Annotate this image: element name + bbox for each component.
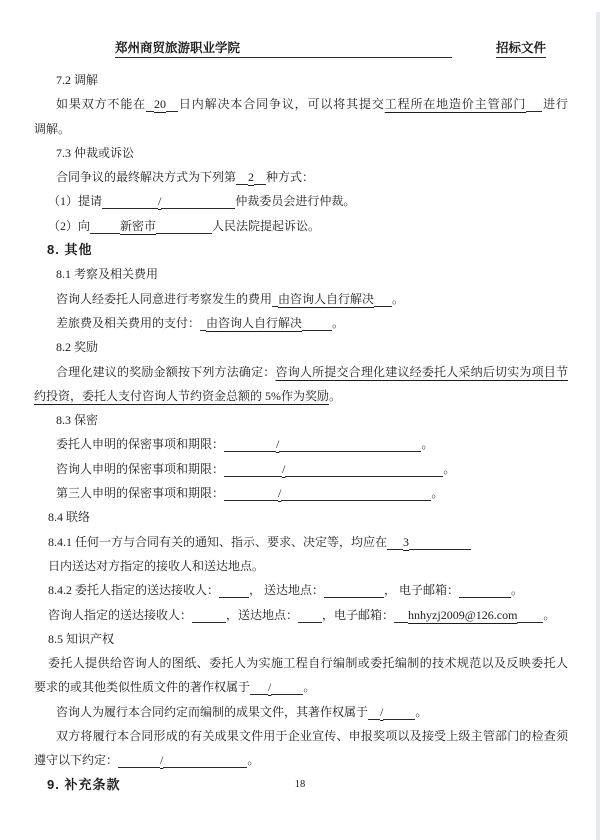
filled-value: 由咨询人自行解决 (278, 291, 375, 306)
doc-line (56, 287, 568, 311)
text-run: 7.2 调解 (56, 73, 99, 87)
doc-line (34, 748, 568, 772)
text-run: 调解。 (34, 121, 71, 136)
text-run: 合同争议的最终解决方式为下列第 (56, 170, 237, 185)
doc-line (48, 651, 568, 675)
filled-value: 2 (248, 170, 255, 185)
document-body (34, 68, 568, 797)
blank-underline (102, 196, 158, 209)
text-run: 。 (303, 680, 316, 695)
filled-value: / (380, 704, 384, 719)
text-run: 。 (421, 437, 434, 452)
text-run: 。 (332, 315, 345, 330)
text-run: 遵守以下约定： (34, 753, 119, 768)
text-run: 咨询人指定的送达接收人： (48, 607, 193, 622)
doc-line (56, 724, 568, 748)
text-run: 双方将履行本合同形成的有关成果文件用于企业宣传、申报奖项以及接受上级主管部门的检查须 (56, 729, 568, 744)
page-header (115, 40, 546, 58)
text-run: 。 (415, 704, 428, 719)
doc-line (56, 432, 568, 456)
text-run: 8.2 奖励 (56, 340, 99, 355)
doc-line (56, 408, 568, 432)
text-run: ， 电子邮箱： (384, 583, 460, 598)
filled-value: / (268, 680, 272, 695)
text-run: 8.3 保密 (56, 413, 99, 428)
text-run: 。 (443, 461, 456, 476)
text-run: 。 (431, 486, 444, 501)
page-number: 18 (294, 779, 306, 790)
text-run: 合理化建议的奖励金额按下列方法确定： (56, 364, 276, 379)
blank-underline (219, 585, 249, 598)
doc-line (56, 481, 568, 505)
blank-underline (166, 99, 178, 112)
text-run: 8.4 联络 (48, 510, 91, 525)
page-edge-shadow (596, 12, 600, 840)
blank-underline (192, 610, 226, 623)
blank-underline (224, 439, 276, 452)
blank-underline (409, 537, 471, 550)
doc-line (34, 384, 568, 408)
filled-value: 由咨询人自行解决 (206, 315, 303, 330)
text-run: 日内送达对方指定的接收人和送达地点。 (48, 558, 265, 573)
doc-line (48, 189, 568, 213)
text-run: ， 送达地点： (249, 583, 325, 598)
filled-value: 20 (154, 97, 167, 112)
filled-value: / (158, 194, 162, 209)
blank-underline (285, 464, 443, 477)
filled-value: 3 (403, 534, 410, 549)
blank-underline (526, 99, 542, 112)
text-run: 咨询人为履行本合同约定而编制的成果文件，其著作权属于 (56, 704, 369, 719)
filled-value: / (278, 486, 282, 501)
blank-underline (383, 707, 415, 720)
filled-value: / (276, 437, 280, 452)
blank-underline (156, 221, 212, 234)
doc-line (56, 262, 568, 286)
blank-underline (281, 488, 431, 501)
doc-line (48, 627, 568, 651)
blank-underline (161, 196, 235, 209)
blank-underline (298, 610, 322, 623)
doc-line (48, 603, 568, 627)
doc-line (56, 165, 568, 189)
header-left-rule (115, 38, 452, 58)
doc-line (56, 141, 568, 165)
text-run: 委托人提供给咨询人的图纸、委托人为实施工程自行编制或委托编制的技术规范以及反映委托人 (48, 656, 568, 671)
doc-line (34, 675, 568, 699)
text-run: 。 (543, 607, 556, 622)
text-run: 日内解决本合同争议，可以将其提交 (178, 97, 385, 112)
text-run: ，送达地点： (226, 607, 299, 622)
blank-underline (224, 488, 278, 501)
doc-line (56, 700, 568, 724)
text-run: 咨询人申明的保密事项和期限： (56, 461, 225, 476)
text-run: 。 (329, 388, 342, 403)
doc-line (56, 92, 568, 116)
doc-line (56, 311, 568, 335)
text-run: （1）提请 (48, 194, 103, 209)
blank-underline (374, 294, 392, 307)
text-run: 种方式： (266, 170, 315, 185)
doc-line (56, 68, 568, 92)
text-run: 。 (511, 583, 524, 598)
doc-line (48, 554, 568, 578)
blank-underline (224, 464, 282, 477)
text-run: 8.4.1 任何一方与合同有关的通知、指示、要求、决定等，均应在 (48, 534, 388, 549)
blank-underline (279, 439, 421, 452)
doc-line (34, 117, 568, 141)
doc-line (48, 530, 568, 554)
blank-underline (394, 610, 408, 623)
blank-underline (517, 610, 543, 623)
doc-line (56, 335, 568, 359)
doc-line (56, 360, 568, 384)
doc-line (48, 214, 568, 238)
doc-line (47, 238, 568, 262)
blank-underline (324, 585, 384, 598)
blank-underline (236, 172, 248, 185)
header-org-name: 郑州商贸旅游职业学院 (115, 41, 241, 55)
text-run: 进行 (542, 97, 568, 112)
blank-underline (118, 755, 160, 768)
text-run: 9. 补充条款 (47, 776, 121, 792)
text-run: 8.1 考察及相关费用 (56, 267, 159, 282)
blank-underline (271, 682, 303, 695)
filled-value: 约投资，委托人支付咨询人节约资金总额的 5%作为奖励 (34, 388, 329, 403)
doc-line (48, 505, 568, 529)
blank-underline (302, 318, 332, 331)
text-run: 如果双方不能在 (56, 97, 147, 112)
text-run: 8.4.2 委托人指定的送达接收人： (48, 583, 220, 598)
text-run: 。 (392, 291, 405, 306)
filled-value: 工程所在地造价主管部门 (384, 97, 527, 112)
text-run: 咨询人经委托人同意进行考察发生的费用 (56, 291, 273, 306)
text-run: 差旅费及相关费用的支付： (56, 315, 201, 330)
filled-value: / (282, 461, 286, 476)
blank-underline (163, 755, 247, 768)
text-run: 要求的或其他类似性质文件的著作权属于 (34, 680, 251, 695)
text-run: ，电子邮箱： (322, 607, 395, 622)
doc-line (56, 457, 568, 481)
text-run: 8. 其他 (47, 242, 93, 258)
text-run: （2）向 (48, 218, 91, 233)
filled-value: / (160, 753, 164, 768)
blank-underline (387, 537, 403, 550)
blank-underline (459, 585, 511, 598)
text-run: 第三人申明的保密事项和期限： (56, 486, 225, 501)
doc-line (48, 578, 568, 602)
text-run: 8.5 知识产权 (48, 631, 115, 646)
blank-underline (368, 707, 380, 720)
text-run: 7.3 仲裁或诉讼 (56, 145, 135, 160)
text-run: 人民法院提起诉讼。 (212, 218, 321, 233)
text-run: 委托人申明的保密事项和期限： (56, 437, 225, 452)
blank-underline (146, 99, 154, 112)
blank-underline (90, 221, 120, 234)
filled-value: hnhyzj2009@126.com (408, 607, 518, 622)
text-run: 仲裁委员会进行仲裁。 (235, 194, 356, 209)
header-doc-type: 招标文件 (496, 38, 546, 58)
blank-underline (254, 172, 266, 185)
text-run: 。 (247, 753, 260, 768)
blank-underline (250, 682, 268, 695)
filled-value: 咨询人所提交合理化建议经委托人采纳后切实为项目节 (275, 364, 568, 379)
filled-value: 新密市 (120, 218, 157, 233)
